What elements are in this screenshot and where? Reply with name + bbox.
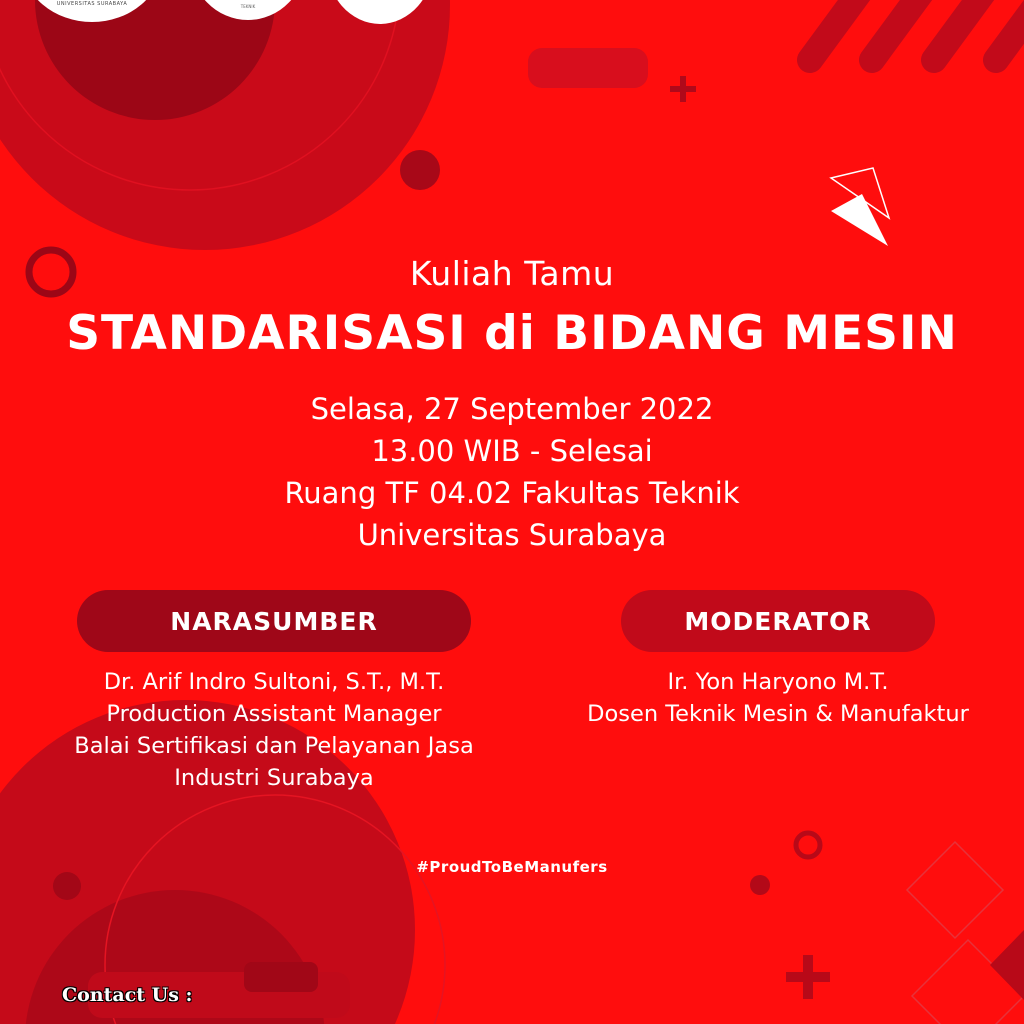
narasumber-info [46, 666, 502, 794]
decor-dot [400, 150, 440, 190]
university-logo-caption: UNIVERSITAS SURABAYA [56, 1, 128, 7]
event-date: Selasa, 27 September 2022 [310, 392, 714, 426]
decor-dot-right [750, 875, 770, 895]
event-university: Universitas Surabaya [357, 518, 667, 552]
hashtag: #ProudToBeManufers [416, 858, 608, 876]
decor-stripes [810, 0, 1024, 60]
contact-label: Contact Us : [62, 984, 193, 1006]
decor-ring-right [796, 833, 820, 857]
narasumber-position: Production Assistant Manager [106, 701, 442, 727]
moderator-position: Dosen Teknik Mesin & Manufaktur [587, 701, 969, 727]
decor-plus-v [680, 76, 686, 102]
faculty-logo-caption: TEKNIK [240, 4, 256, 9]
narasumber-name: Dr. Arif Indro Sultoni, S.T., M.T. [103, 669, 445, 695]
event-kicker: Kuliah Tamu [409, 254, 615, 293]
moderator-name: Ir. Yon Haryono M.T. [667, 669, 889, 695]
decor-plus-bottom-v [803, 955, 813, 999]
narasumber-badge: NARASUMBER [77, 590, 471, 652]
moderator-info [558, 666, 998, 730]
decor-diamond [907, 842, 1003, 938]
decor-dot-small [53, 872, 81, 900]
decor-bottom-block [244, 962, 318, 992]
decor-pill [528, 48, 648, 88]
moderator-badge: MODERATOR [621, 590, 935, 652]
narasumber-org-line1: Balai Sertifikasi dan Pelayanan Jasa [74, 733, 474, 759]
event-title: STANDARISASI di BIDANG MESIN [66, 306, 958, 361]
event-time: 13.00 WIB - Selesai [371, 434, 653, 468]
decor-corner-triangle [990, 930, 1024, 1000]
decor-triangle-solid [831, 194, 888, 246]
narasumber-org-line2: Industri Surabaya [174, 765, 374, 791]
event-room: Ruang TF 04.02 Fakultas Teknik [284, 476, 740, 510]
